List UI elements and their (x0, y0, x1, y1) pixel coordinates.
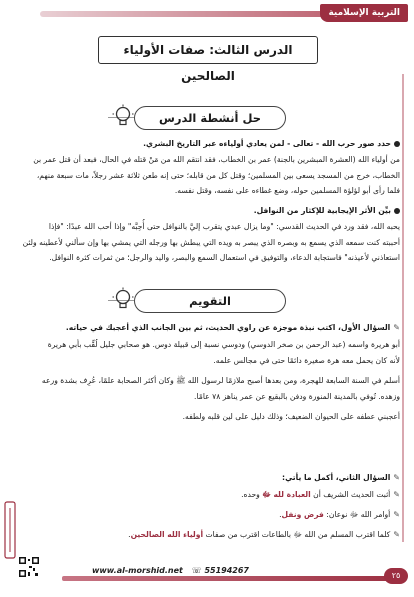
text-line: أبو هريرة واسمه (عبد الرحمن بن صخر الدوسي) ودوسي نسبة إلى قبيلة دوس. هو صحابي جليل لُقِّب بأبي هريرة (47, 340, 400, 349)
side-rule (402, 74, 404, 542)
lightbulb-icon (112, 104, 134, 130)
qr-code-icon (18, 556, 40, 578)
filled-answer: العبادة لله ﷻ (262, 490, 311, 499)
activity-question-2: بيِّن الأثر الإيجابية للإكثار من النوافل. (14, 203, 400, 219)
header-brand: التربية الإسلامية (320, 4, 408, 22)
footer-contact (92, 566, 249, 575)
section-evaluation-title: التقويم (134, 289, 286, 313)
text-line: أسلم في السنة السابعة للهجرة، ومن بعدها أصبح ملازمًا لرسول الله ﷺ وكان أكثر الصحابة علمًا، عُرِف بشدة ورعه (41, 376, 400, 385)
activity-answer-2 (14, 219, 400, 266)
activity-answer-1 (14, 152, 400, 199)
bullet-icon (394, 208, 400, 214)
activity-question-1: حدد صور حرب الله - تعالى - لمن يعادي أولياءه عبر التاريخ البشري. (14, 136, 400, 152)
page-number: ٢٥ (384, 568, 408, 584)
pencil-icon: ✎ (393, 323, 400, 332)
lightbulb-icon (112, 287, 134, 313)
filled-answer: أولياء الله الصالحين (130, 530, 204, 539)
pencil-icon: ✎ (393, 530, 400, 539)
section-activities-title: حل أنشطة الدرس (134, 106, 286, 130)
footer-rule (62, 576, 404, 581)
section-activities-heading (108, 104, 304, 130)
evaluation-question-2: ✎السؤال الثاني، أكمل ما يأتي: (14, 470, 400, 486)
text-line: فلما رأى أبو لؤلؤة المسلمين حوله، وضع غطاءه على نفسه، وقتل نفسه. (174, 186, 400, 195)
filled-answer: فرض ونفل (281, 510, 324, 519)
text-line: من أولياء الله (العشرة المبشرين بالجنة) عمر بن الخطاب، فقد انتقم الله من مَنْ قتله في الحال، فبعد أن قتل عمر بن (33, 155, 400, 164)
pencil-icon: ✎ (393, 473, 400, 482)
pencil-icon: ✎ (393, 490, 400, 499)
text-line: الخطاب، خرج من المسجد يسعى بين المسلمين؛ وقتل كل من قابله؛ حتى إنه طعن ثلاثة عشر رجلاً، مات سبعة منهم، (36, 170, 400, 180)
footer-phone: 55194267 (204, 566, 249, 575)
evaluation-item-1: ✎أثبت الحديث الشريف أن العبادة لله ﷻ وحده. (14, 487, 400, 503)
evaluation-question-1: ✎السؤال الأول، اكتب نبذة موجزة عن راوي الحديث، ثم بين الجانب الذي أعجبك في حياته. (14, 320, 400, 336)
evaluation-item-3: ✎كلما اقترب المسلم من الله ﷻ بالطاعات اقترب من صفات أولياء الله الصالحين. (14, 527, 400, 543)
lesson-title: الدرس الثالث: صفات الأولياء الصالحين (98, 36, 318, 64)
text-line: لأنه كان يحمل معه هرة صغيرة دائمًا حتى في مجالس علمه. (213, 355, 400, 365)
section-evaluation-heading (108, 287, 304, 313)
pencil-icon: ✎ (393, 510, 400, 519)
text-line: يحبه الله، فقد ورد في الحديث القدسي: "وما يزال عبدي يتقرب إليَّ بالنوافل حتى أُحِبَّه" وإذا أحب الله عبدًا: "فإذا (48, 222, 400, 231)
text-line: استعاذني لأعيذنه" فاستجابة الدعاء، والتوفيق في استعمال السمع والبصر، واليد والرجل؛ من ثمرات كثرة النوافل. (49, 253, 400, 262)
text-line: أحببته كنت سمعه الذي يسمع به وبصره الذي يبصر به ويده التي يبطش بها ورجله التي يمشي بها وإن سألني لأعطينه ولئن (22, 237, 400, 247)
text-line: وزهده. تُوفي بالمدينة المنورة ودفن بالبقيع عن عمر يناهز ٧٨ عامًا. (194, 391, 400, 401)
evaluation-answer-1 (14, 337, 400, 425)
bullet-icon (394, 141, 400, 147)
text-line: أعجبني عطفه على الحيوان الضعيف؛ وذلك دليل على لين قلبه ولطفه. (182, 412, 400, 421)
evaluation-item-2: ✎أوامر الله ﷻ نوعان: فرض ونفل. (14, 507, 400, 523)
footer-website: www.al-morshid.net (92, 566, 183, 575)
side-logo-icon (2, 500, 18, 560)
phone-icon: ☏ (191, 566, 202, 575)
